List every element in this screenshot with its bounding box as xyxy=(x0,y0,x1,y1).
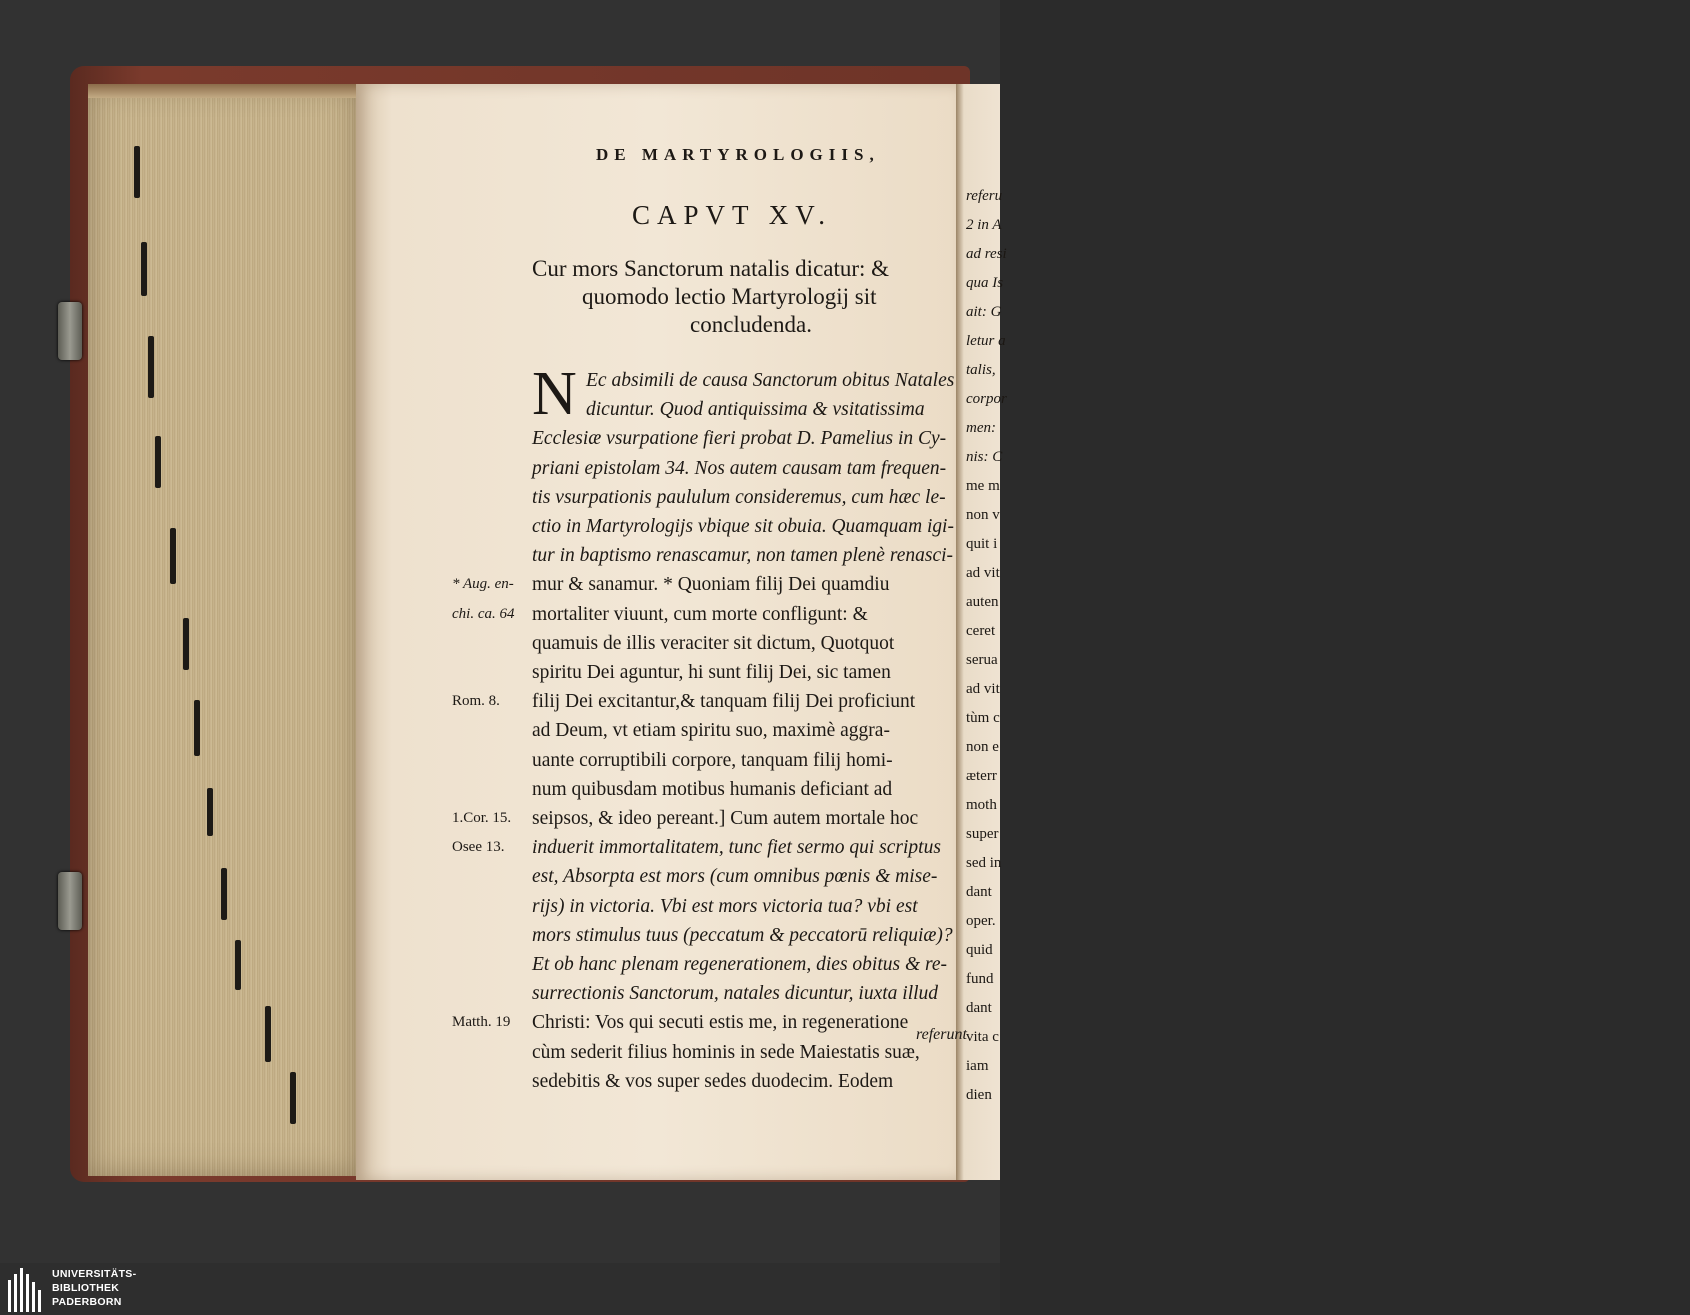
right-page-text: ad vit xyxy=(966,681,1000,697)
index-tab xyxy=(141,242,147,296)
library-logo-icon xyxy=(8,1268,48,1312)
right-page-text: men: xyxy=(966,420,996,436)
chapter-subtitle-2: quomodo lectio Martyrologij sit xyxy=(582,284,877,309)
right-page-text: super xyxy=(966,826,999,842)
right-page-text: moth xyxy=(966,797,997,813)
body-line: Ecclesiæ vsurpatione fieri probat D. Pamelius in Cy- xyxy=(532,428,947,450)
margin-note: Rom. 8. xyxy=(452,693,500,710)
right-page-text: dant xyxy=(966,884,992,900)
index-tab xyxy=(235,940,241,990)
body-line: rijs) in victoria. Vbi est mors victoria tua? vbi est xyxy=(532,895,918,917)
index-tab xyxy=(265,1006,271,1062)
body-line: sedebitis & vos super sedes duodecim. Eodem xyxy=(532,1070,894,1092)
index-tab xyxy=(207,788,213,836)
body-line: surrectionis Sanctorum, natales dicuntur, iuxta illud xyxy=(532,983,939,1005)
right-page-text: me m xyxy=(966,478,1000,494)
body-line: Christi: Vos qui secuti estis me, in regeneratione xyxy=(532,1012,909,1034)
right-page-text: non e xyxy=(966,739,999,755)
body-line: cùm sederit filius hominis in sede Maiestatis suæ, xyxy=(532,1041,920,1063)
right-page-text: tùm c xyxy=(966,710,1000,726)
body-line: seipsos, & ideo pereant.] Cum autem mortale hoc xyxy=(532,808,919,829)
right-page-text: non v xyxy=(966,507,1000,523)
body-line: mur & sanamur. * Quoniam filij Dei quamdiu xyxy=(532,574,890,596)
margin-note: 1.Cor. 15. xyxy=(452,810,512,826)
right-page-text: letur a xyxy=(966,333,1006,349)
body-line: tur in baptismo renascamur, non tamen plenè renasci- xyxy=(532,545,954,567)
body-line: dicuntur. Quod antiquissima & vsitatissima xyxy=(586,399,925,421)
index-tab xyxy=(134,146,140,198)
body-line: filij Dei excitantur,& tanquam filij Dei proficiunt xyxy=(532,691,916,713)
binding-top xyxy=(88,84,358,98)
right-page-text: ad vit xyxy=(966,565,1000,581)
index-tab xyxy=(290,1072,296,1124)
right-page-text: serua xyxy=(966,652,998,668)
right-page-text: nis: C xyxy=(966,449,1003,465)
right-page-text: æterr xyxy=(966,768,997,784)
index-tab xyxy=(170,528,176,584)
body-line: uante corruptibili corpore, tanquam filij homi- xyxy=(532,749,893,771)
footer-bar xyxy=(0,1263,1000,1315)
index-tab xyxy=(183,618,189,670)
right-page-text: 2 in A xyxy=(966,217,1002,233)
index-tab xyxy=(221,868,227,920)
body-line: priani epistolam 34. Nos autem causam tam frequen- xyxy=(532,457,947,479)
right-page-text: oper. xyxy=(966,913,996,929)
chapter-subtitle-3: concludenda. xyxy=(690,312,812,337)
right-page-fragment xyxy=(956,84,1007,1180)
running-head: DE MARTYROLOGIIS, xyxy=(596,145,880,164)
right-page-text: auten xyxy=(966,594,999,610)
body-line: est, Absorpta est mors (cum omnibus pœnis & mise- xyxy=(532,866,938,888)
catchword: referunt xyxy=(916,1026,967,1043)
drop-cap: N xyxy=(532,360,577,428)
body-line: ctio in Martyrologijs vbique sit obuia. Quamquam igi- xyxy=(532,516,954,537)
margin-note: * Aug. en- xyxy=(452,576,514,593)
library-name-line1: UNIVERSITÄTS- xyxy=(52,1268,137,1280)
library-name-line2: BIBLIOTHEK xyxy=(52,1282,120,1294)
chapter-heading: CAPVT XV. xyxy=(632,200,833,230)
body-line: Ec absimili de causa Sanctorum obitus Natales xyxy=(586,370,955,391)
body-line: tis vsurpationis paululum consideremus, cum hæc le- xyxy=(532,486,946,508)
right-page-text: quit i xyxy=(966,536,998,552)
right-page-text: referu xyxy=(966,188,1003,204)
body-line: mors stimulus tuus (peccatum & peccatorū reliquiæ)? xyxy=(532,924,953,946)
right-page-text: dant xyxy=(966,1000,992,1016)
right-page-text: ceret xyxy=(966,623,996,639)
right-page-text: sed in xyxy=(966,855,1002,871)
right-page-text: ad resi xyxy=(966,246,1007,262)
right-page-text: dien xyxy=(966,1087,992,1103)
body-line: num quibusdam motibus humanis deficiant ad xyxy=(532,778,893,800)
body-line: ad Deum, vt etiam spiritu suo, maximè aggra- xyxy=(532,720,890,742)
body-line: mortaliter viuunt, cum morte confligunt: & xyxy=(532,603,868,625)
right-page-text: quid xyxy=(966,942,993,958)
margin-note: chi. ca. 64 xyxy=(452,605,515,622)
index-tab xyxy=(155,436,161,488)
right-page-text: iam xyxy=(966,1058,989,1074)
body-line: induerit immortalitatem, tunc fiet sermo qui scriptus xyxy=(532,837,941,859)
library-name-line3: PADERBORN xyxy=(52,1296,122,1308)
margin-note: Matth. 19 xyxy=(452,1014,511,1031)
clasp-top xyxy=(58,302,82,360)
clasp-bottom xyxy=(58,872,82,930)
right-page-text: talis, xyxy=(966,362,996,378)
right-page-text: vita c xyxy=(966,1029,999,1045)
page-edges xyxy=(88,84,358,1176)
right-page-text: ait: G xyxy=(966,304,1002,320)
chapter-subtitle-1: Cur mors Sanctorum natalis dicatur: & xyxy=(532,256,890,281)
right-page-text: corpor xyxy=(966,391,1007,407)
right-page-text: fund xyxy=(966,971,994,987)
margin-note: Osee 13. xyxy=(452,839,505,856)
body-line: Et ob hanc plenam regenerationem, dies obitus & re- xyxy=(532,954,948,975)
right-page-text: qua Is xyxy=(966,275,1004,291)
index-tab xyxy=(194,700,200,756)
index-tab xyxy=(148,336,154,398)
body-line: spiritu Dei aguntur, hi sunt filij Dei, sic tamen xyxy=(532,662,891,683)
body-line: quamuis de illis veraciter sit dictum, Quotquot xyxy=(532,632,895,654)
